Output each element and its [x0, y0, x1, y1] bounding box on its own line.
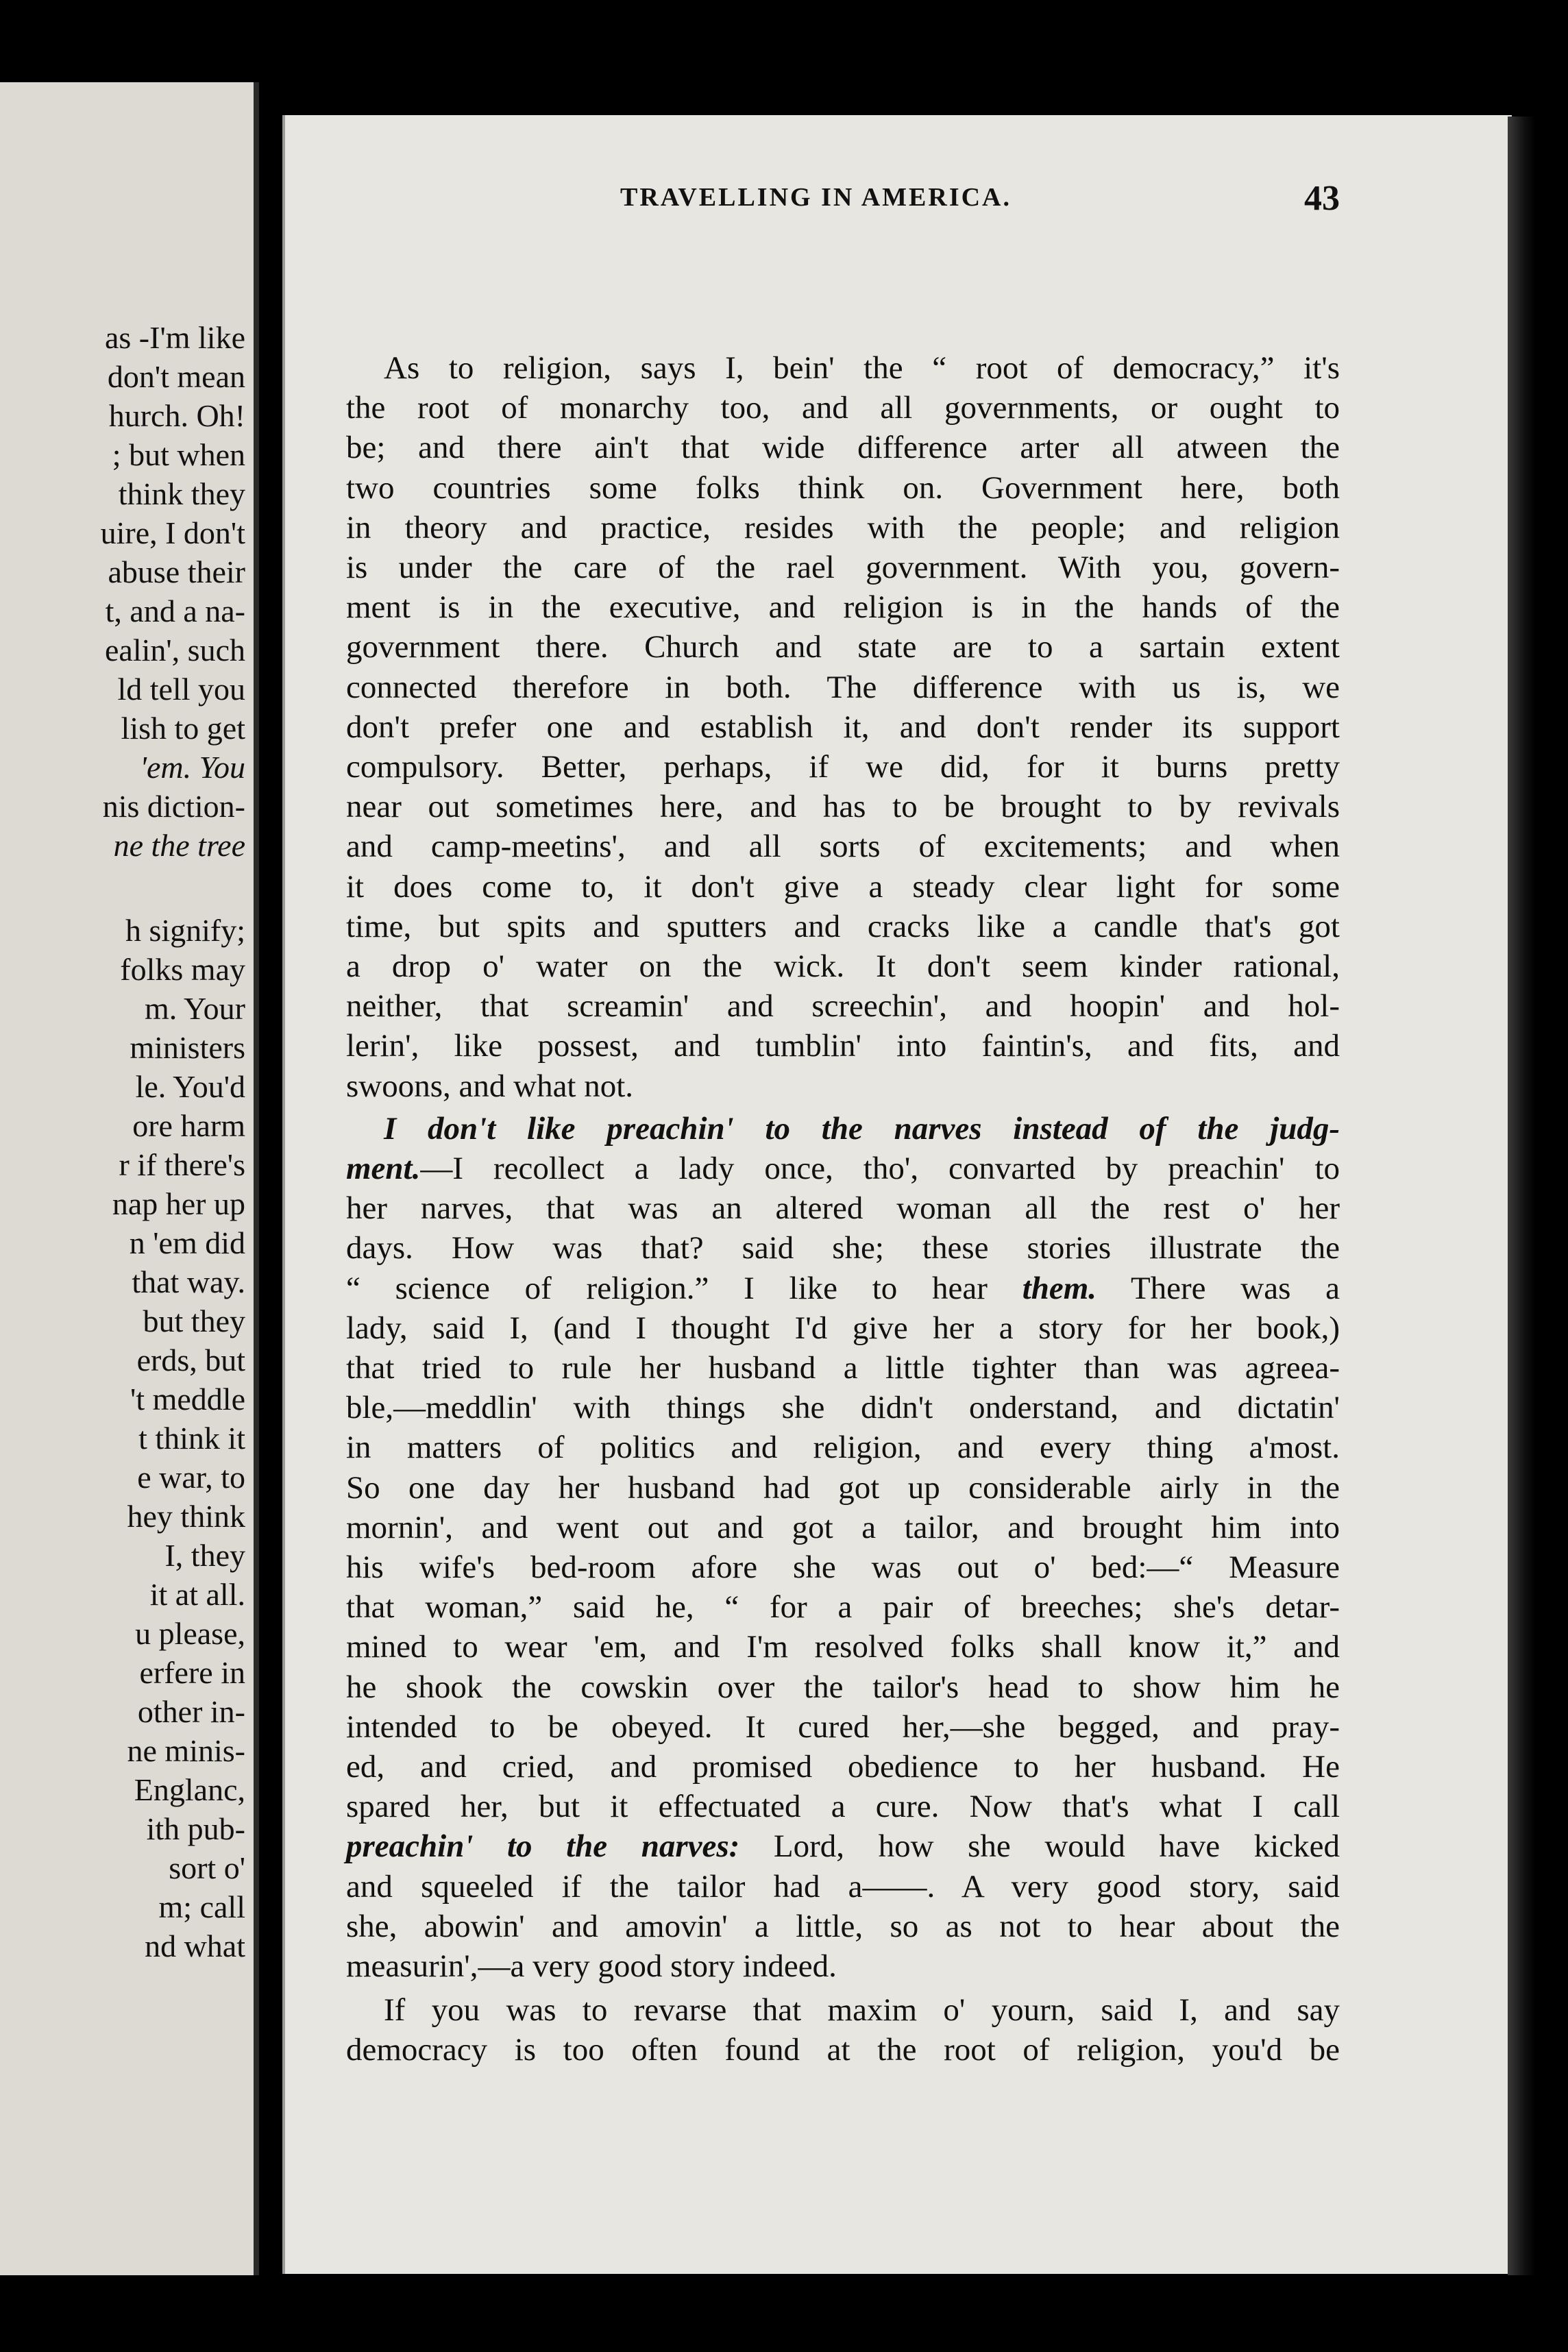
left-page-line: nap her up: [112, 1186, 245, 1221]
body-line: [346, 1547, 1340, 1587]
body-line: [346, 548, 1340, 587]
line-text: ment is in the executive, and religion is in the hands of the: [346, 589, 1340, 625]
left-page-line: nd what: [145, 1928, 245, 1963]
body-line: [346, 1667, 1340, 1707]
body-line: [346, 508, 1340, 548]
line-text: lerin', like possest, and tumblin' into faintin's, and fits, and: [346, 1028, 1340, 1064]
line-text: a drop o' water on the wick. It don't seem kinder rational,: [346, 948, 1340, 984]
left-page-line: m; call: [158, 1889, 245, 1924]
left-page-line: ; but when: [112, 437, 245, 472]
left-page-line: uire, I don't: [100, 515, 245, 550]
body-line: [346, 867, 1340, 907]
body-line: [346, 986, 1340, 1026]
line-text: spared her, but it effectuated a cure. Now that's what I call: [346, 1789, 1340, 1824]
body-line: [346, 348, 1340, 388]
body-line: [346, 1907, 1340, 1946]
line-text: measurin',—a very good story indeed.: [346, 1948, 837, 1984]
body-line: [346, 428, 1340, 467]
line-text: that woman,” said he, “ for a pair of breeches; she's detar-: [346, 1589, 1340, 1625]
body-line: [346, 1388, 1340, 1428]
line-text: neither, that screamin' and screechin', and hoopin' and hol-: [346, 988, 1340, 1024]
line-text: Lord, how she would have kicked: [739, 1828, 1340, 1864]
line-text: two countries some folks think on. Government here, both: [346, 470, 1340, 506]
line-text: ble,—meddlin' with things she didn't onderstand, and dictatin': [346, 1390, 1340, 1425]
left-page-line: it at all.: [149, 1577, 245, 1612]
line-text: he shook the cowskin over the tailor's head to show him he: [346, 1669, 1340, 1705]
body-line: [346, 1508, 1340, 1547]
line-text: she, abowin' and amovin' a little, so as not to hear about the: [346, 1909, 1340, 1944]
body-line: [346, 946, 1340, 986]
body-line: [346, 2030, 1340, 2070]
body-line: [346, 1627, 1340, 1667]
left-page-line: that way.: [132, 1264, 245, 1299]
left-page-line: don't mean: [107, 359, 245, 394]
body-line: [346, 1228, 1340, 1268]
left-page-line: hurch. Oh!: [108, 398, 245, 433]
body-line: [346, 1707, 1340, 1747]
left-page-line: e war, to: [137, 1460, 245, 1495]
line-text: government there. Church and state are to a sartain extent: [346, 629, 1340, 665]
left-page-line: ministers: [130, 1030, 245, 1065]
body-line: [346, 826, 1340, 866]
line-text: be; and there ain't that wide difference arter all atween the: [346, 430, 1340, 465]
italic-phrase: them.: [1022, 1271, 1097, 1306]
page-edge-shadow: [1508, 117, 1535, 2275]
left-page-line: ealin', such: [104, 633, 245, 667]
line-text: mornin', and went out and got a tailor, and brought him into: [346, 1510, 1340, 1545]
body-line: [346, 587, 1340, 627]
left-page-line: but they: [143, 1303, 245, 1338]
left-page-line: ore harm: [132, 1108, 245, 1143]
italic-phrase: ment.: [346, 1151, 421, 1186]
body-line: [346, 1149, 1340, 1188]
line-text: and camp-meetins', and all sorts of excitements; and when: [346, 829, 1340, 864]
body-line: [346, 1188, 1340, 1228]
line-text: lady, said I, (and I thought I'd give her a story for her book,): [346, 1310, 1340, 1346]
body-line: [346, 1026, 1340, 1066]
body-line: [346, 627, 1340, 667]
body-line: [346, 468, 1340, 508]
left-page-line: abuse their: [108, 554, 245, 589]
body-line: [346, 1308, 1340, 1348]
body-line: [346, 787, 1340, 826]
left-page-line: 't meddle: [130, 1382, 245, 1417]
body-line: [346, 1990, 1340, 2030]
body-line: [346, 907, 1340, 946]
facing-page-left: [0, 82, 259, 2275]
left-page-line: u please,: [135, 1616, 245, 1651]
left-page-line: as -I'm like: [104, 320, 245, 355]
line-text: her narves, that was an altered woman all the rest o' her: [346, 1190, 1340, 1226]
left-page-line: le. You'd: [135, 1069, 245, 1104]
body-line: [346, 1428, 1340, 1467]
line-text: time, but spits and sputters and cracks like a candle that's got: [346, 909, 1340, 944]
left-page-line: m. Your: [144, 991, 245, 1026]
body-line: [346, 1269, 1340, 1308]
left-page-line: I, they: [164, 1538, 245, 1573]
line-text: that tried to rule her husband a little tighter than was agreea-: [346, 1350, 1340, 1386]
left-page-line: r if there's: [119, 1147, 245, 1182]
line-text: ed, and cried, and promised obedience to her husband. He: [346, 1749, 1340, 1785]
line-text: connected therefore in both. The difference with us is, we: [346, 670, 1340, 705]
body-line: [346, 1587, 1340, 1627]
line-text: and squeeled if the tailor had a——. A very good story, said: [346, 1869, 1340, 1904]
body-line: [346, 1826, 1340, 1866]
body-line: [346, 1468, 1340, 1508]
left-page-line: hey think: [127, 1499, 245, 1534]
line-text: compulsory. Better, perhaps, if we did, for it burns pretty: [346, 749, 1340, 785]
left-page-line: ne minis-: [127, 1733, 245, 1768]
left-page-line: ld tell you: [117, 672, 245, 707]
left-page-line: other in-: [137, 1694, 245, 1729]
left-page-line: ne the tree: [113, 828, 245, 863]
line-text: There was a: [1097, 1271, 1340, 1306]
left-page-line: think they: [118, 476, 245, 511]
line-text: intended to be obeyed. It cured her,—she begged, and pray-: [346, 1709, 1340, 1745]
left-page-line: t think it: [138, 1421, 245, 1456]
body-line: [346, 1109, 1340, 1149]
page-number: 43: [1304, 179, 1340, 218]
line-text: As to religion, says I, bein' the “ root of democracy,” it's: [384, 350, 1340, 386]
line-text: “ science of religion.” I like to hear: [346, 1271, 1022, 1306]
line-text: swoons, and what not.: [346, 1068, 634, 1104]
line-text: it does come to, it don't give a steady clear light for some: [346, 869, 1340, 905]
body-line: [346, 1747, 1340, 1787]
left-page-line: lish to get: [121, 711, 245, 746]
italic-phrase: I don't like preachin' to the narves instead of the judg-: [384, 1111, 1340, 1147]
body-line: [346, 1946, 1340, 1986]
running-head-title: TRAVELLING IN AMERICA.: [620, 183, 1012, 212]
body-line: [346, 1867, 1340, 1907]
body-line: [346, 667, 1340, 707]
left-page-line: erds, but: [136, 1343, 245, 1377]
left-page-line: 'em. You: [140, 750, 245, 785]
left-page-line: t, and a na-: [105, 593, 245, 628]
italic-phrase: preachin' to the narves:: [346, 1828, 740, 1864]
left-page-line: folks may: [120, 952, 245, 987]
line-text: mined to wear 'em, and I'm resolved folks shall know it,” and: [346, 1629, 1340, 1665]
line-text: So one day her husband had got up considerable airly in the: [346, 1470, 1340, 1506]
left-page-line: Englanc,: [134, 1772, 245, 1807]
left-page-line: n 'em did: [129, 1225, 245, 1260]
line-text: his wife's bed-room afore she was out o' bed:—“ Measure: [346, 1549, 1340, 1585]
body-line: [346, 1066, 1340, 1106]
left-page-line: ith pub-: [146, 1811, 245, 1846]
body-line: [346, 388, 1340, 428]
line-text: is under the care of the rael government. With you, govern-: [346, 550, 1340, 585]
running-head: [339, 178, 1340, 219]
line-text: days. How was that? said she; these stories illustrate the: [346, 1230, 1340, 1266]
line-text: don't prefer one and establish it, and don't render its support: [346, 709, 1340, 745]
left-page-line: sort o': [169, 1850, 245, 1885]
body-line: [346, 707, 1340, 747]
body-line: [346, 747, 1340, 787]
line-text: in theory and practice, resides with the people; and religion: [346, 510, 1340, 546]
left-page-line: nis diction-: [102, 789, 245, 824]
body-line: [346, 1787, 1340, 1826]
body-line: [346, 1348, 1340, 1388]
line-text: near out sometimes here, and has to be brought to by revivals: [346, 789, 1340, 824]
left-page-line: h signify;: [125, 913, 245, 948]
left-page-line: erfere in: [139, 1655, 245, 1690]
line-text: democracy is too often found at the root of religion, you'd be: [346, 2032, 1340, 2068]
line-text: If you was to revarse that maxim o' yourn, said I, and say: [384, 1992, 1340, 2028]
line-text: —I recollect a lady once, tho', convarted by preachin' to: [420, 1151, 1340, 1186]
line-text: the root of monarchy too, and all governments, or ought to: [346, 390, 1340, 426]
line-text: in matters of politics and religion, and every thing a'most.: [346, 1430, 1340, 1465]
